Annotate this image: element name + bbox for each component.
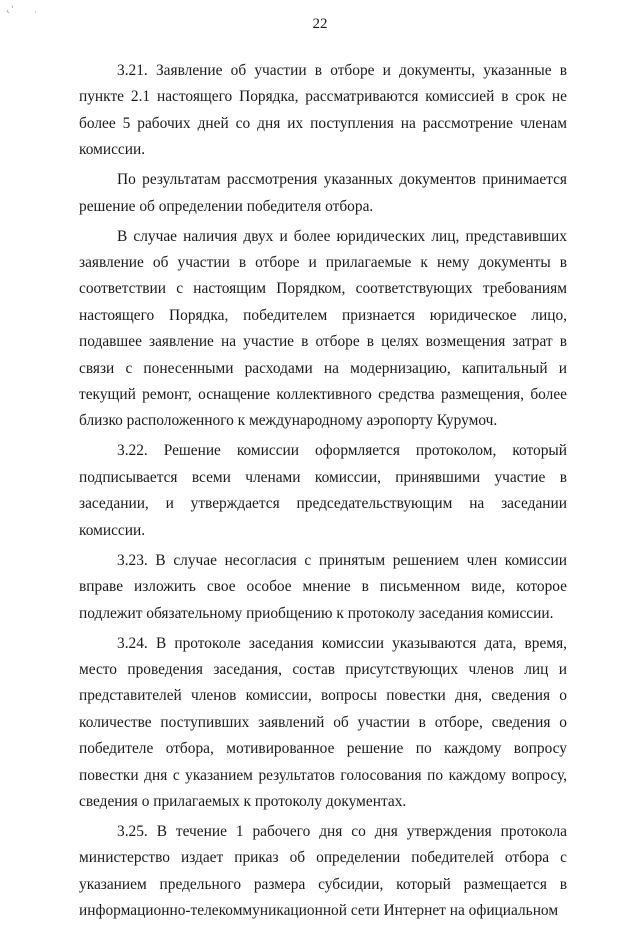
paragraph-3-24: 3.24. В протоколе заседания комиссии указываются дата, время, место проведения заседания, состав присутствующих членов лиц и представителей членов комиссии, вопросы повестки дня, сведения о количестве поступивших заявлений об участии в отборе, сведения о победителе отбора, мотивированное решение по каждому вопросу повестки дня с указанием результатов голосования по каждому вопросу, сведения о прилагаемых к протоколу документах. <box>79 634 567 810</box>
page-number: 22 <box>312 16 328 32</box>
scan-artifact-mark: ’ <box>34 10 37 19</box>
document-body <box>79 58 567 925</box>
paragraph-decision: По результатам рассмотрения указанных документов принимается решение об определении победителя отбора. <box>79 171 567 215</box>
paragraph-3-22: 3.22. Решение комиссии оформляется протоколом, который подписывается всеми членами комиссии, принявшими участие в заседании, и утверждается председательствующим на заседании комиссии. <box>79 442 567 539</box>
paragraph-3-23: 3.23. В случае несогласия с принятым решением член комиссии вправе изложить свое особое мнение в письменном виде, которое подлежит обязательному приобщению к протоколу заседания комиссии. <box>79 551 567 622</box>
scan-artifact-mark: ‹ ‘ <box>4 4 17 18</box>
paragraph-3-25: 3.25. В течение 1 рабочего дня со дня утверждения протокола министерство издает приказ об определении победителей отбора с указанием предельного размера субсидии, который размещается в информационно-телекоммуникационной сети Интернет на официальном <box>79 822 567 920</box>
paragraph-multiple-applicants: В случае наличия двух и более юридических лиц, представивших заявление об участии в отборе и прилагаемые к нему документы в соответствии с настоящим Порядком, соответствующих требованиям настоящего Порядка, победителем признается юридическое лицо, подавшее заявление на участие в отборе в целях возмещения затрат в связи с понесенными расходами на модернизацию, капитальный и текущий ремонт, оснащение коллективного средства размещения, более близко расположенного к международному аэропорту Курумоч. <box>79 227 567 430</box>
paragraph-3-21: 3.21. Заявление об участии в отборе и документы, указанные в пункте 2.1 настоящего Порядка, рассматриваются комиссией в срок не более 5 рабочих дней со дня их поступления на рассмотрение членам комиссии. <box>79 62 567 159</box>
